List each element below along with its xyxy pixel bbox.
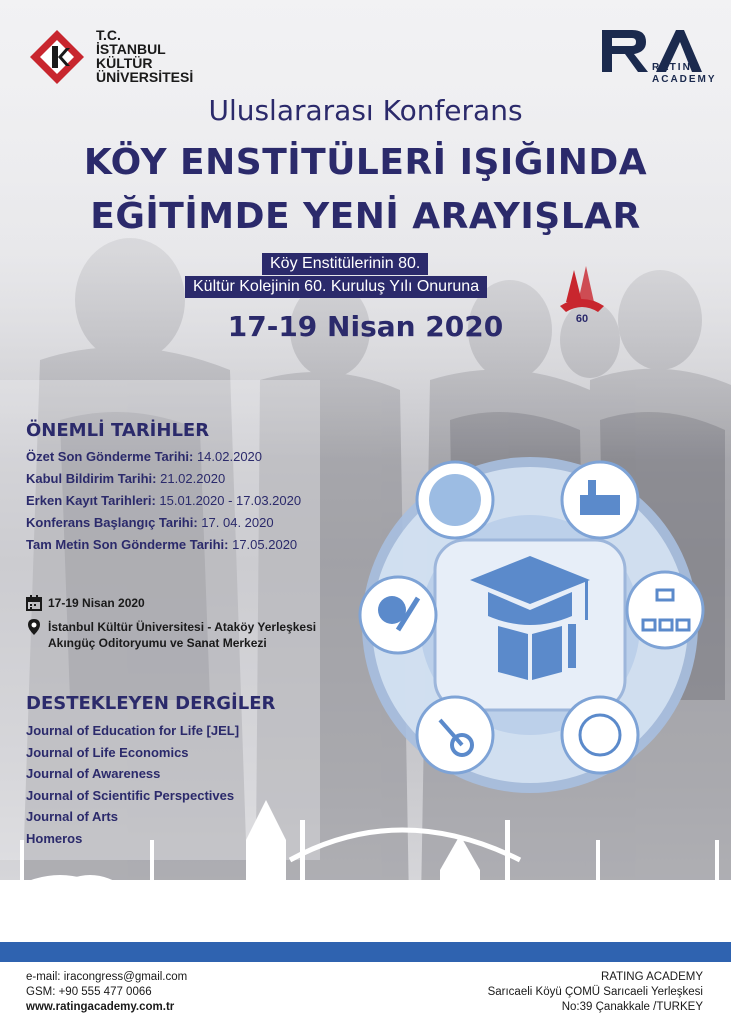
logo-line: KÜLTÜR xyxy=(96,55,153,71)
date-value: 17. 04. 2020 xyxy=(197,515,274,530)
event-venue xyxy=(26,619,316,651)
logo-line: RATING xyxy=(652,62,702,73)
footer-address-line2: No:39 Çanakkale /TURKEY xyxy=(561,1001,703,1013)
org-chart-icon xyxy=(627,572,703,648)
footer-email: e-mail: iracongress@gmail.com xyxy=(26,971,188,983)
list-item: Journal of Life Economics xyxy=(26,744,189,760)
globe-chat-icon xyxy=(562,697,638,773)
event-date-text: 17-19 Nisan 2020 xyxy=(48,596,145,610)
anniversary-band-line2: Kültür Kolejinin 60. Kuruluş Yılı Onuruna xyxy=(185,276,487,298)
brain-gears-icon xyxy=(417,462,493,538)
university-name xyxy=(96,28,193,84)
date-value: 21.02.2020 xyxy=(156,471,226,486)
footer-address-line1: Sarıcaeli Köyü ÇOMÜ Sarıcaeli Yerleşkesi xyxy=(487,986,703,998)
list-item xyxy=(26,512,301,534)
date-label: Özet Son Gönderme Tarihi: xyxy=(26,449,194,464)
conference-title-line1: KÖY ENSTİTÜLERİ IŞIĞINDA xyxy=(83,142,648,183)
location-pin-icon xyxy=(26,619,42,635)
list-item xyxy=(26,468,301,490)
list-item xyxy=(26,446,301,468)
date-value: 15.01.2020 - 17.03.2020 xyxy=(155,493,302,508)
list-item: Journal of Scientific Perspectives xyxy=(26,787,235,803)
event-info xyxy=(26,595,316,651)
logo-line: ACADEMY xyxy=(652,74,717,85)
footer-gsm: GSM: +90 555 477 0066 xyxy=(26,986,152,998)
footer-org: RATING ACADEMY xyxy=(600,971,703,983)
conference-dates: 17-19 Nisan 2020 xyxy=(227,310,504,343)
conference-title-line2: EĞİTİMDE YENİ ARAYIŞLAR xyxy=(90,196,641,237)
event-date xyxy=(26,595,316,611)
list-item xyxy=(26,534,301,556)
journals-heading: DESTEKLEYEN DERGİLER xyxy=(26,693,276,714)
logo-line: T.C. xyxy=(96,27,121,43)
date-label: Tam Metin Son Gönderme Tarihi: xyxy=(26,537,229,552)
footer-address xyxy=(488,970,703,1015)
list-item: Journal of Education for Life [JEL] xyxy=(26,723,240,738)
list-item: Journal of Arts xyxy=(26,809,118,824)
list-item xyxy=(26,490,301,512)
logo-line: ÜNİVERSİTESİ xyxy=(96,69,194,85)
anniversary-band-line1: Köy Enstitülerinin 80. xyxy=(262,253,428,275)
important-dates-list xyxy=(26,446,301,556)
footer-website-link[interactable]: www.ratingacademy.com.tr xyxy=(26,1001,175,1013)
lightbulb-pencil-icon xyxy=(360,577,436,653)
date-value: 17.05.2020 xyxy=(228,537,298,552)
list-item: Journal of Awareness xyxy=(26,766,161,781)
rating-academy-name xyxy=(652,62,717,86)
date-label: Kabul Bildirim Tarihi: xyxy=(26,471,157,486)
venue-line1: İstanbul Kültür Üniversitesi - Ataköy Yerleşkesi xyxy=(48,620,317,634)
date-value: 14.02.2020 xyxy=(193,449,263,464)
journals-list xyxy=(26,720,239,849)
robot-arm-icon xyxy=(417,697,493,773)
venue-line2: Akıngüç Oditoryumu ve Sanat Merkezi xyxy=(48,636,267,650)
date-label: Erken Kayıt Tarihleri: xyxy=(26,493,156,508)
bosphorus-water xyxy=(0,942,731,962)
kultur-university-logo-icon xyxy=(28,28,86,86)
important-dates-heading: ÖNEMLİ TARİHLER xyxy=(26,420,210,441)
footer-contact xyxy=(26,970,187,1015)
logo-line: İSTANBUL xyxy=(96,41,166,57)
conference-subtitle: Uluslararası Konferans xyxy=(208,94,523,127)
date-label: Konferans Başlangıç Tarihi: xyxy=(26,515,198,530)
badge-text: 60 xyxy=(575,313,589,324)
factory-icon xyxy=(562,462,638,538)
calendar-icon xyxy=(26,595,42,611)
list-item: Homeros xyxy=(26,830,83,846)
